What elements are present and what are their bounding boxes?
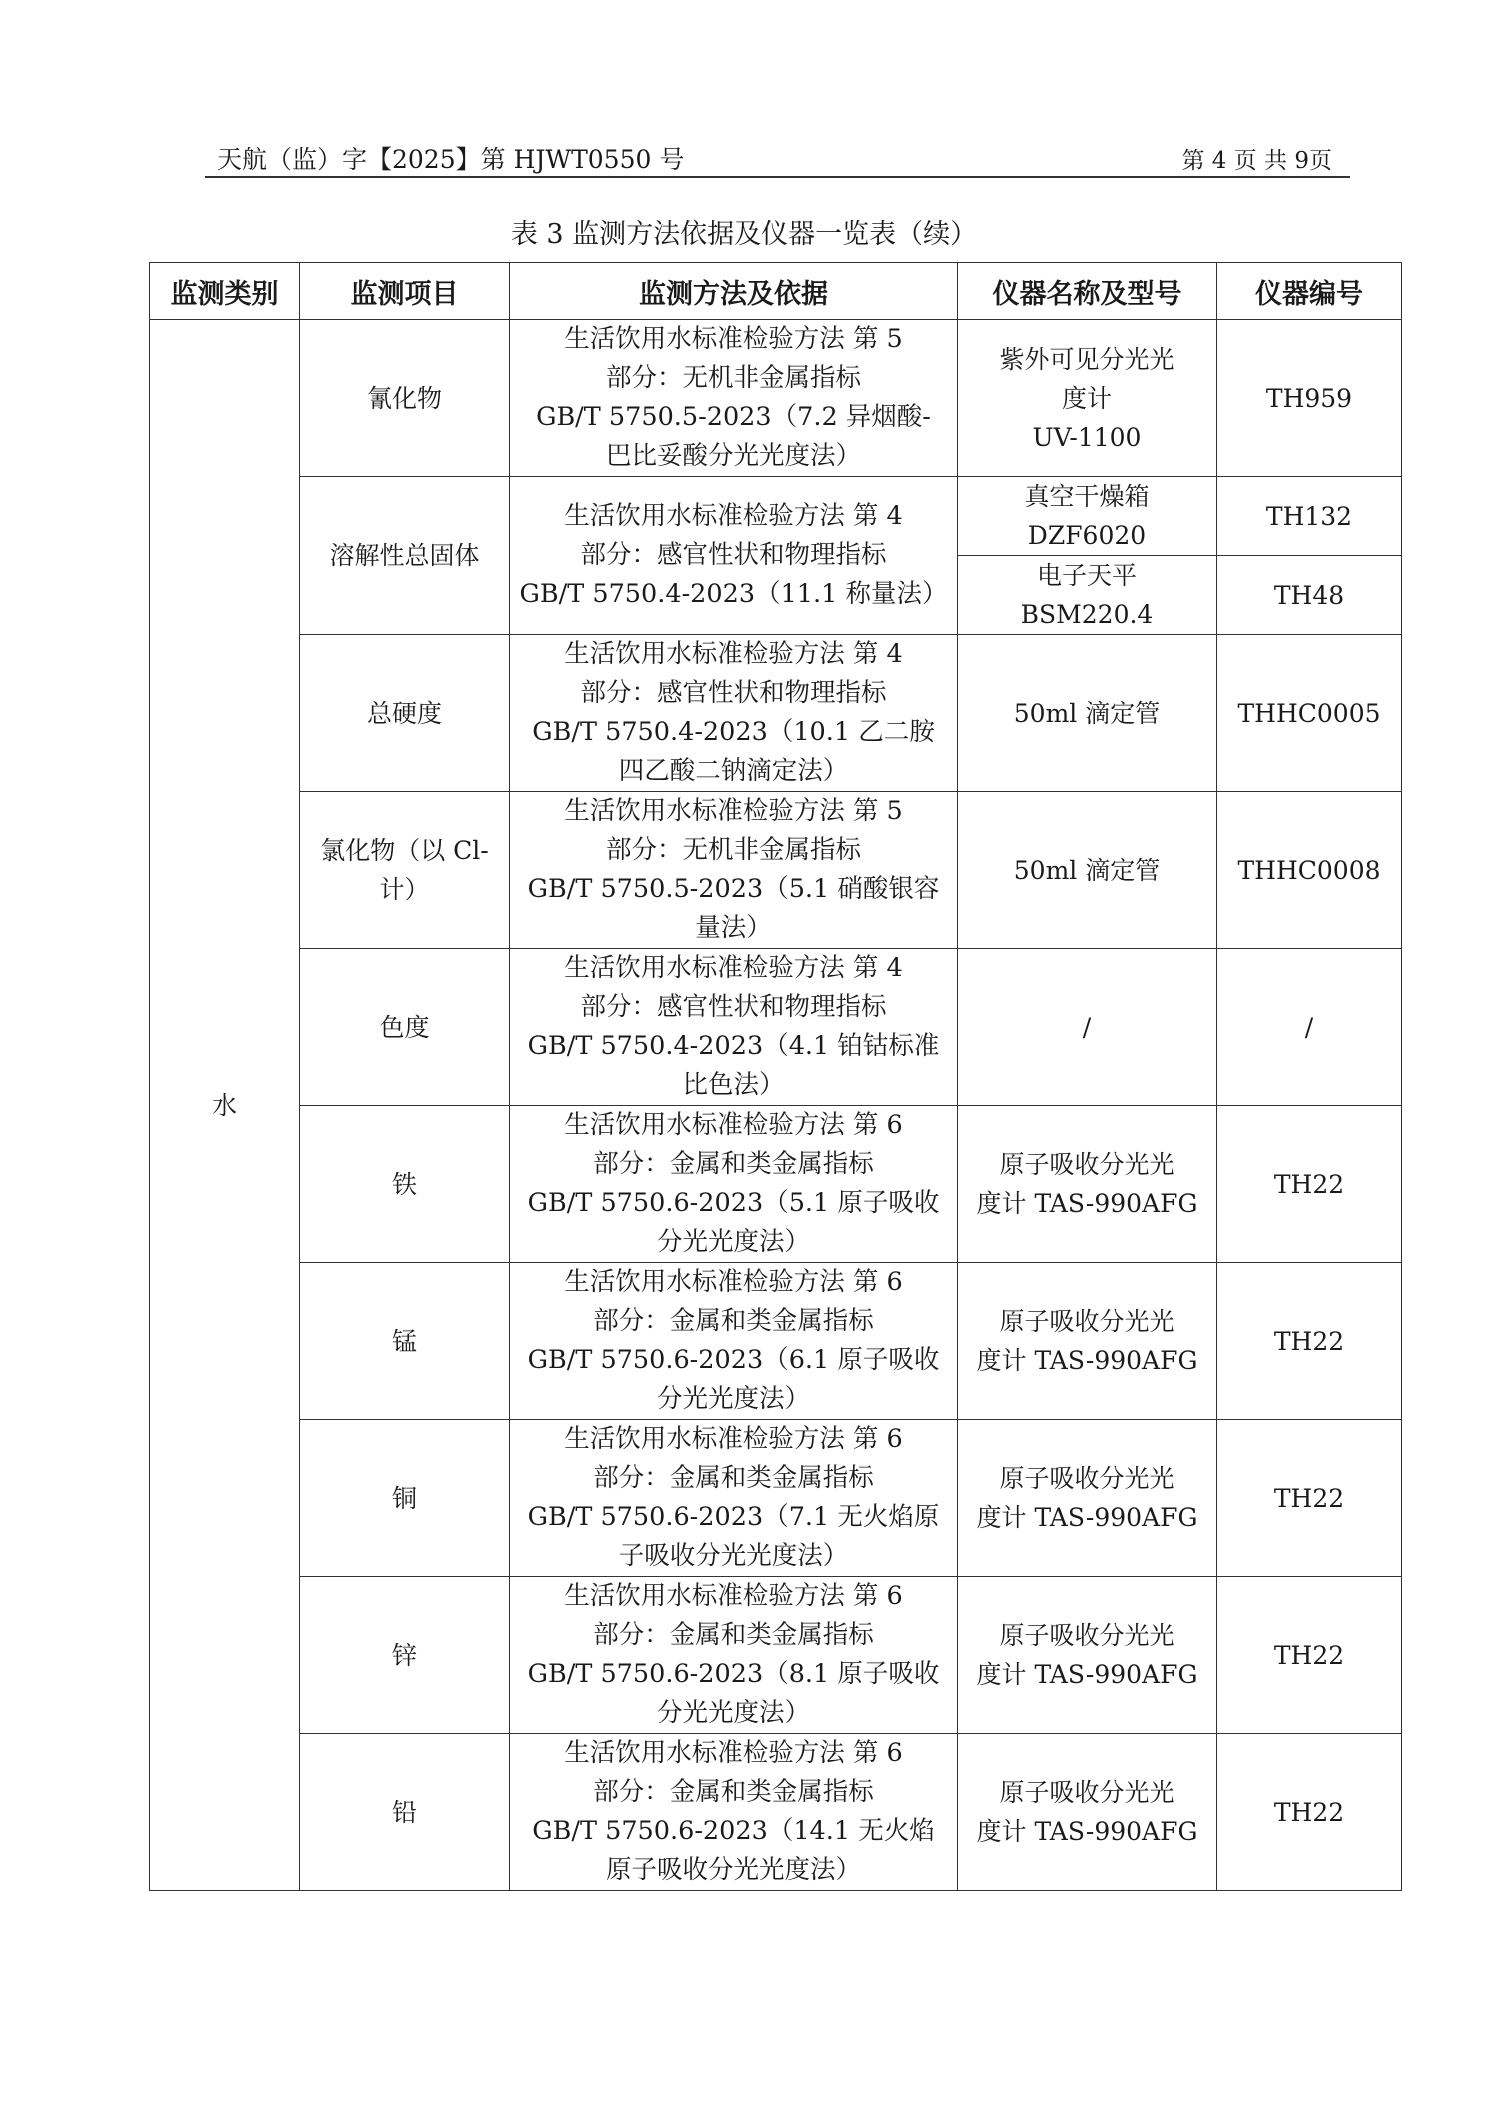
table-row: [150, 1106, 1402, 1263]
method-cell-line: 原子吸收分光光度法）: [605, 1855, 861, 1885]
item-cell: 总硬度: [300, 635, 510, 792]
column-header: 仪器编号: [1217, 263, 1402, 320]
instrument-cell: [958, 1263, 1217, 1420]
method-cell: [510, 477, 958, 635]
report-number: 天航（监）字【2025】第 HJWT0550 号: [217, 145, 685, 174]
instrument-cell: [958, 792, 1217, 949]
method-cell-line: 生活饮用水标准检验方法 第 6: [564, 1424, 903, 1454]
method-cell-line: 生活饮用水标准检验方法 第 6: [564, 1581, 903, 1611]
instrument-cell-line: 原子吸收分光光: [999, 1464, 1175, 1493]
method-cell-line: 部分：金属和类金属指标: [593, 1777, 874, 1807]
column-header: 监测项目: [300, 263, 510, 320]
table-row: [150, 635, 1402, 792]
instrument-cell-line: 50ml 滴定管: [1013, 698, 1161, 728]
method-cell-line: 四乙酸二钠滴定法）: [618, 756, 849, 786]
item-cell-line: 氯化物（以 Cl-: [320, 836, 489, 865]
table-row: [150, 477, 1402, 556]
method-cell: [510, 635, 958, 792]
page-header: [205, 140, 1350, 178]
column-header: 仪器名称及型号: [958, 263, 1217, 320]
method-cell-line: 部分：金属和类金属指标: [593, 1149, 874, 1179]
item-cell: 氰化物: [300, 320, 510, 477]
instrument-id-cell: TH22: [1217, 1420, 1402, 1577]
table-row: [150, 949, 1402, 1106]
method-cell-line: 分光光度法）: [656, 1227, 810, 1257]
method-cell-line: 分光光度法）: [656, 1384, 810, 1414]
method-cell-line: GB/T 5750.4-2023（11.1 称量法）: [519, 579, 948, 609]
method-cell-line: 生活饮用水标准检验方法 第 6: [564, 1110, 903, 1140]
table-row: [150, 1420, 1402, 1577]
instrument-cell-line: 度计 TAS-990AFG: [976, 1817, 1198, 1846]
method-cell-line: 分光光度法）: [656, 1698, 810, 1728]
instrument-cell: [958, 1420, 1217, 1577]
instrument-cell: [958, 949, 1217, 1106]
method-cell-line: GB/T 5750.6-2023（8.1 原子吸收: [527, 1659, 940, 1689]
instrument-cell-line: 原子吸收分光光: [999, 1621, 1175, 1650]
instrument-cell-line: 原子吸收分光光: [999, 1150, 1175, 1179]
table-row: [150, 1263, 1402, 1420]
method-cell: [510, 1734, 958, 1891]
item-cell-line: 计）: [379, 875, 430, 904]
instrument-cell-line: 度计 TAS-990AFG: [976, 1660, 1198, 1689]
instrument-id-cell: TH22: [1217, 1263, 1402, 1420]
method-cell: [510, 792, 958, 949]
category-cell: 水: [150, 320, 300, 1891]
instrument-cell: [958, 1577, 1217, 1734]
instrument-cell-line: 度计: [1061, 383, 1112, 413]
item-cell: 铁: [300, 1106, 510, 1263]
item-cell: 色度: [300, 949, 510, 1106]
method-cell-line: 部分：感官性状和物理指标: [580, 678, 887, 708]
instrument-cell-line: 度计 TAS-990AFG: [976, 1503, 1198, 1532]
table-row: [150, 1577, 1402, 1734]
instrument-cell-line: 原子吸收分光光: [999, 1307, 1175, 1336]
method-cell-line: GB/T 5750.4-2023（10.1 乙二胺: [532, 717, 935, 747]
instrument-cell: [958, 477, 1217, 556]
instrument-cell: [958, 635, 1217, 792]
instrument-cell-line: BSM220.4: [1020, 600, 1154, 629]
method-cell-line: 生活饮用水标准检验方法 第 4: [564, 639, 903, 669]
instrument-id-cell: TH22: [1217, 1577, 1402, 1734]
item-cell: 铅: [300, 1734, 510, 1891]
column-header: 监测类别: [150, 263, 300, 320]
item-cell: 锌: [300, 1577, 510, 1734]
method-cell-line: GB/T 5750.4-2023（4.1 铂钴标准: [527, 1031, 940, 1061]
instrument-cell: [958, 1734, 1217, 1891]
table-row: [150, 792, 1402, 949]
instrument-cell-line: 紫外可见分光光: [999, 344, 1175, 374]
table-row: [150, 320, 1402, 477]
instrument-id-cell: /: [1217, 949, 1402, 1106]
table-row: [150, 1734, 1402, 1891]
instrument-cell: [958, 320, 1217, 477]
instrument-cell: [958, 1106, 1217, 1263]
instrument-cell-line: 度计 TAS-990AFG: [976, 1346, 1198, 1375]
method-cell-line: 生活饮用水标准检验方法 第 4: [564, 953, 903, 983]
method-table: [149, 262, 1402, 1891]
method-cell: [510, 949, 958, 1106]
instrument-id-cell: TH959: [1217, 320, 1402, 477]
item-cell: [300, 792, 510, 949]
instrument-id-cell: TH132: [1217, 477, 1402, 556]
method-cell: [510, 1577, 958, 1734]
method-cell: [510, 320, 958, 477]
item-cell: 溶解性总固体: [300, 477, 510, 635]
method-cell-line: 比色法）: [682, 1070, 785, 1100]
item-cell: 锰: [300, 1263, 510, 1420]
method-cell-line: 部分：无机非金属指标: [605, 363, 861, 393]
method-cell: [510, 1106, 958, 1263]
method-cell-line: 生活饮用水标准检验方法 第 4: [564, 501, 903, 531]
table-title: 表 3 监测方法依据及仪器一览表（续）: [510, 219, 978, 250]
column-header: 监测方法及依据: [510, 263, 958, 320]
method-cell-line: 部分：感官性状和物理指标: [580, 540, 887, 570]
table-header-row: [150, 263, 1402, 320]
instrument-cell-line: 真空干燥箱: [1024, 482, 1150, 511]
method-cell-line: GB/T 5750.6-2023（5.1 原子吸收: [527, 1188, 940, 1218]
method-cell-line: GB/T 5750.6-2023（7.1 无火焰原: [527, 1502, 940, 1532]
method-cell: [510, 1420, 958, 1577]
instrument-id-cell: THHC0005: [1217, 635, 1402, 792]
item-cell: 铜: [300, 1420, 510, 1577]
method-cell-line: 生活饮用水标准检验方法 第 5: [564, 796, 903, 826]
instrument-cell: [958, 556, 1217, 635]
method-cell-line: 量法）: [695, 913, 772, 943]
instrument-cell-line: DZF6020: [1027, 521, 1147, 550]
method-cell-line: 生活饮用水标准检验方法 第 6: [564, 1738, 903, 1768]
method-cell-line: GB/T 5750.6-2023（6.1 原子吸收: [527, 1345, 940, 1375]
instrument-cell-line: 电子天平: [1036, 561, 1137, 590]
method-cell-line: 部分：感官性状和物理指标: [580, 992, 887, 1022]
method-cell-line: GB/T 5750.6-2023（14.1 无火焰: [532, 1816, 935, 1846]
method-cell-line: 部分：无机非金属指标: [605, 835, 861, 865]
method-cell-line: 部分：金属和类金属指标: [593, 1306, 874, 1336]
instrument-cell-line: UV-1100: [1032, 422, 1142, 452]
instrument-cell-line: 50ml 滴定管: [1013, 855, 1161, 885]
method-cell: [510, 1263, 958, 1420]
method-cell-line: 部分：金属和类金属指标: [593, 1620, 874, 1650]
instrument-id-cell: TH22: [1217, 1106, 1402, 1263]
instrument-id-cell: TH22: [1217, 1734, 1402, 1891]
method-cell-line: GB/T 5750.5-2023（5.1 硝酸银容: [527, 874, 940, 904]
instrument-id-cell: TH48: [1217, 556, 1402, 635]
method-cell-line: 生活饮用水标准检验方法 第 6: [564, 1267, 903, 1297]
instrument-cell-line: 原子吸收分光光: [999, 1778, 1175, 1807]
instrument-cell-line: 度计 TAS-990AFG: [976, 1189, 1198, 1218]
method-cell-line: 子吸收分光光度法）: [618, 1541, 849, 1571]
method-cell-line: GB/T 5750.5-2023（7.2 异烟酸-: [536, 402, 931, 432]
instrument-cell-line: /: [1082, 1012, 1092, 1042]
page-info: 第 4 页 共 9页: [1181, 148, 1332, 174]
method-cell-line: 生活饮用水标准检验方法 第 5: [564, 324, 903, 354]
instrument-id-cell: THHC0008: [1217, 792, 1402, 949]
method-cell-line: 部分：金属和类金属指标: [593, 1463, 874, 1493]
method-cell-line: 巴比妥酸分光光度法）: [605, 441, 861, 471]
